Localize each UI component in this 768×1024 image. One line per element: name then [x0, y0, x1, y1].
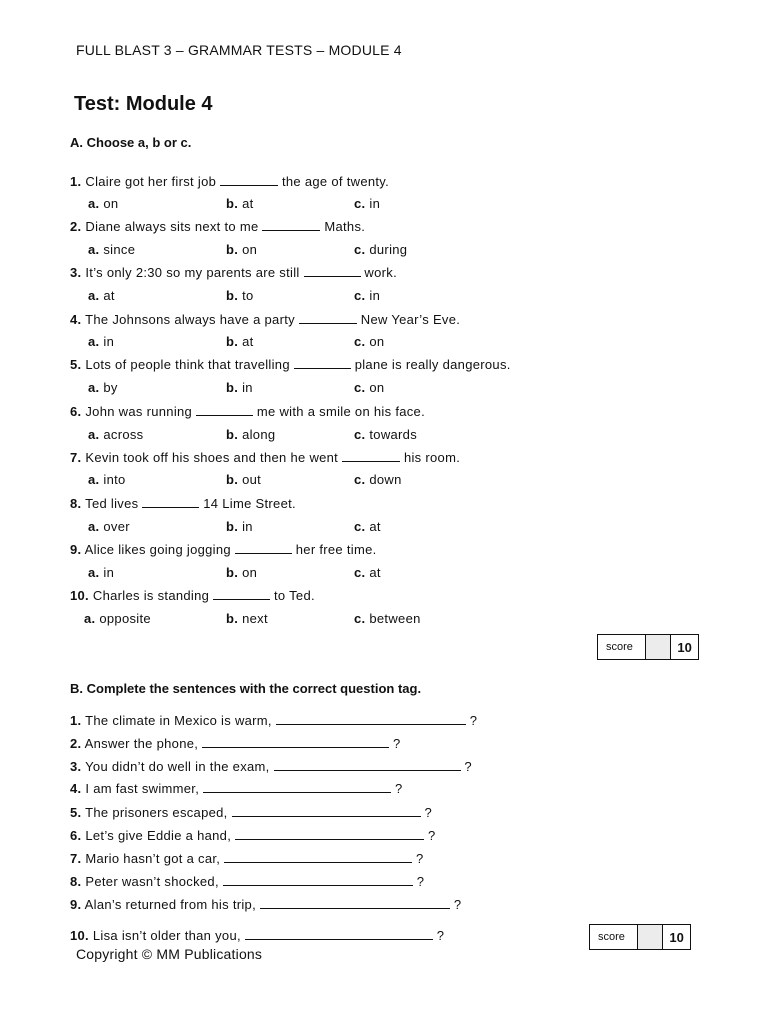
question-b-8 — [70, 874, 424, 889]
score-max: 10 — [677, 639, 692, 655]
question-text-after: her free time. — [295, 542, 377, 557]
question-number: 1. — [70, 174, 82, 189]
question-b-3 — [70, 759, 472, 774]
question-mark: ? — [424, 805, 432, 820]
question-number: 10. — [70, 588, 89, 603]
question-text: Peter wasn’t shocked, — [85, 874, 219, 889]
question-a-3 — [70, 265, 397, 280]
question-text: The climate in Mexico is warm, — [85, 713, 272, 728]
question-text: You didn’t do well in the exam, — [85, 759, 270, 774]
answer-blank[interactable] — [294, 358, 351, 369]
question-number: 7. — [70, 851, 82, 866]
answer-blank[interactable] — [342, 451, 400, 462]
question-text-after: his room. — [403, 450, 461, 465]
option-a[interactable] — [88, 242, 135, 257]
option-letter: b. — [226, 288, 239, 303]
question-a-4 — [70, 312, 460, 327]
score-max: 10 — [669, 929, 684, 945]
answer-blank[interactable] — [299, 313, 357, 324]
section-b-score-box — [589, 924, 691, 950]
answer-blank[interactable] — [274, 760, 461, 771]
option-text: out — [242, 472, 262, 487]
answer-blank[interactable] — [245, 929, 433, 940]
option-letter: a. — [88, 334, 100, 349]
option-c[interactable] — [354, 472, 402, 487]
answer-blank[interactable] — [196, 405, 253, 416]
option-letter: b. — [226, 196, 239, 211]
question-number: 4. — [70, 312, 82, 327]
option-letter: a. — [88, 565, 100, 580]
question-mark: ? — [436, 928, 445, 943]
option-c[interactable] — [354, 242, 407, 257]
score-input[interactable] — [646, 635, 672, 659]
option-a[interactable] — [88, 288, 115, 303]
option-text: at — [242, 196, 254, 211]
option-b[interactable] — [226, 611, 268, 626]
question-mark: ? — [464, 759, 472, 774]
option-letter: b. — [226, 427, 239, 442]
option-letter: c. — [354, 334, 366, 349]
option-letter: a. — [88, 427, 100, 442]
option-b[interactable] — [226, 380, 253, 395]
option-text: since — [103, 242, 136, 257]
question-mark: ? — [394, 781, 403, 796]
option-letter: a. — [88, 472, 100, 487]
option-b[interactable] — [226, 427, 275, 442]
answer-blank[interactable] — [202, 737, 389, 748]
option-c[interactable] — [354, 196, 380, 211]
option-c[interactable] — [354, 611, 421, 626]
option-c[interactable] — [354, 288, 380, 303]
option-c[interactable] — [354, 380, 384, 395]
option-text: down — [369, 472, 402, 487]
option-b[interactable] — [226, 519, 253, 534]
option-letter: b. — [226, 472, 239, 487]
question-mark: ? — [453, 897, 462, 912]
page-title: Test: Module 4 — [74, 93, 213, 115]
answer-blank[interactable] — [213, 589, 270, 600]
copyright-footer: Copyright © MM Publications — [76, 946, 263, 962]
option-text: in — [369, 196, 381, 211]
question-text-before: Alice likes going jogging — [84, 542, 231, 557]
option-letter: c. — [354, 611, 366, 626]
question-text-after: New Year’s Eve. — [360, 312, 461, 327]
option-text: on — [242, 565, 258, 580]
option-a[interactable] — [88, 519, 130, 534]
question-number: 10. — [70, 928, 89, 943]
question-number: 3. — [70, 759, 82, 774]
question-number: 9. — [70, 897, 82, 912]
option-text: on — [242, 242, 258, 257]
option-b[interactable] — [226, 334, 254, 349]
option-c[interactable] — [354, 334, 384, 349]
score-label: score — [590, 925, 638, 949]
option-text: to — [242, 288, 254, 303]
option-letter: b. — [226, 519, 239, 534]
option-text: across — [103, 427, 144, 442]
option-letter: c. — [354, 196, 366, 211]
answer-blank[interactable] — [232, 806, 421, 817]
question-number: 3. — [70, 265, 82, 280]
option-b[interactable] — [226, 288, 254, 303]
question-text-after: work. — [364, 265, 397, 280]
answer-blank[interactable] — [220, 175, 278, 186]
question-text-before: Ted lives — [85, 496, 139, 511]
option-c[interactable] — [354, 519, 381, 534]
question-text: Answer the phone, — [84, 736, 199, 751]
option-a[interactable] — [88, 565, 114, 580]
question-mark: ? — [393, 736, 401, 751]
question-b-1 — [70, 713, 477, 728]
question-text: Mario hasn’t got a car, — [85, 851, 221, 866]
question-text-before: John was running — [85, 404, 193, 419]
option-letter: a. — [88, 288, 100, 303]
question-text-before: The Johnsons always have a party — [85, 312, 295, 327]
question-b-2 — [70, 736, 401, 751]
option-text: in — [103, 334, 115, 349]
answer-blank[interactable] — [262, 220, 320, 231]
question-b-4 — [70, 781, 403, 796]
question-number: 1. — [70, 713, 82, 728]
answer-blank[interactable] — [224, 852, 412, 863]
option-letter: b. — [226, 611, 239, 626]
question-text-before: Claire got her first job — [85, 174, 217, 189]
question-text-after: the age of twenty. — [281, 174, 390, 189]
option-text: in — [242, 519, 253, 534]
option-text: between — [369, 611, 421, 626]
question-number: 5. — [70, 805, 82, 820]
question-text-after: 14 Lime Street. — [203, 496, 296, 511]
question-mark: ? — [427, 828, 436, 843]
option-text: towards — [369, 427, 417, 442]
option-text: at — [242, 334, 254, 349]
option-letter: c. — [354, 242, 366, 257]
option-text: on — [103, 196, 119, 211]
section-b-heading: B. Complete the sentences with the correct question tag. — [70, 681, 422, 696]
option-a[interactable] — [88, 472, 126, 487]
option-a[interactable] — [88, 196, 118, 211]
option-a[interactable] — [88, 380, 118, 395]
option-text: at — [369, 565, 381, 580]
question-number: 4. — [70, 781, 82, 796]
question-number: 2. — [70, 736, 82, 751]
answer-blank[interactable] — [142, 497, 199, 508]
option-text: in — [369, 288, 381, 303]
question-number: 9. — [70, 542, 82, 557]
option-text: by — [103, 380, 118, 395]
question-b-6 — [70, 828, 435, 843]
question-mark: ? — [416, 874, 425, 889]
question-b-10 — [70, 928, 444, 943]
page-header: FULL BLAST 3 – GRAMMAR TESTS – MODULE 4 — [76, 42, 402, 58]
question-b-9 — [70, 897, 461, 912]
option-text: in — [103, 565, 115, 580]
question-text-before: It’s only 2:30 so my parents are still — [85, 265, 300, 280]
question-number: 8. — [70, 874, 82, 889]
question-a-7 — [70, 450, 460, 465]
question-text: Alan’s returned from his trip, — [84, 897, 256, 912]
answer-blank[interactable] — [260, 898, 450, 909]
question-text-before: Lots of people think that travelling — [85, 357, 290, 372]
question-text-after: me with a smile on his face. — [256, 404, 425, 419]
score-input[interactable] — [638, 925, 664, 949]
question-b-5 — [70, 805, 432, 820]
question-a-5 — [70, 357, 511, 372]
option-letter: b. — [226, 380, 239, 395]
question-text-before: Kevin took off his shoes and then he went — [85, 450, 339, 465]
option-text: along — [242, 427, 276, 442]
question-text-before: Charles is standing — [92, 588, 210, 603]
question-a-6 — [70, 404, 425, 419]
option-a[interactable] — [84, 611, 151, 626]
answer-blank[interactable] — [203, 782, 391, 793]
question-text: Let’s give Eddie a hand, — [85, 828, 232, 843]
option-text: at — [103, 288, 115, 303]
question-text-after: Maths. — [324, 219, 366, 234]
option-text: on — [369, 380, 385, 395]
question-number: 2. — [70, 219, 82, 234]
option-text: in — [242, 380, 253, 395]
option-letter: a. — [88, 380, 100, 395]
option-letter: b. — [226, 334, 239, 349]
answer-blank[interactable] — [304, 266, 361, 277]
question-number: 6. — [70, 404, 82, 419]
option-text: next — [242, 611, 268, 626]
question-number: 8. — [70, 496, 82, 511]
option-b[interactable] — [226, 565, 257, 580]
option-letter: a. — [84, 611, 96, 626]
answer-blank[interactable] — [223, 875, 413, 886]
question-a-10 — [70, 588, 315, 603]
question-text-after: plane is really dangerous. — [354, 357, 511, 372]
answer-blank[interactable] — [276, 714, 466, 725]
option-letter: c. — [354, 427, 366, 442]
section-a-heading: A. Choose a, b or c. — [70, 135, 192, 150]
question-number: 7. — [70, 450, 82, 465]
option-text: during — [369, 242, 408, 257]
question-mark: ? — [416, 851, 424, 866]
score-label: score — [598, 635, 646, 659]
option-letter: c. — [354, 380, 366, 395]
question-number: 6. — [70, 828, 82, 843]
question-text-before: Diane always sits next to me — [85, 219, 259, 234]
option-text: opposite — [99, 611, 151, 626]
section-a-score-box — [597, 634, 699, 660]
question-number: 5. — [70, 357, 82, 372]
option-letter: c. — [354, 472, 366, 487]
question-text: Lisa isn’t older than you, — [92, 928, 241, 943]
answer-blank[interactable] — [235, 543, 292, 554]
option-text: into — [103, 472, 126, 487]
option-letter: b. — [226, 242, 239, 257]
option-letter: a. — [88, 519, 100, 534]
option-b[interactable] — [226, 242, 257, 257]
option-letter: c. — [354, 519, 366, 534]
option-text: on — [369, 334, 385, 349]
question-a-8 — [70, 496, 296, 511]
option-c[interactable] — [354, 427, 417, 442]
answer-blank[interactable] — [235, 829, 424, 840]
option-c[interactable] — [354, 565, 381, 580]
question-mark: ? — [469, 713, 478, 728]
option-b[interactable] — [226, 472, 261, 487]
option-letter: b. — [226, 565, 239, 580]
question-a-1 — [70, 174, 389, 189]
option-letter: a. — [88, 242, 100, 257]
question-text: I am fast swimmer, — [85, 781, 200, 796]
option-b[interactable] — [226, 196, 254, 211]
question-text: The prisoners escaped, — [85, 805, 228, 820]
question-a-2 — [70, 219, 365, 234]
option-a[interactable] — [88, 334, 114, 349]
option-text: at — [369, 519, 381, 534]
option-letter: a. — [88, 196, 100, 211]
question-text-after: to Ted. — [274, 588, 315, 603]
option-letter: c. — [354, 565, 366, 580]
option-a[interactable] — [88, 427, 143, 442]
question-b-7 — [70, 851, 424, 866]
option-letter: c. — [354, 288, 366, 303]
question-a-9 — [70, 542, 377, 557]
option-text: over — [103, 519, 130, 534]
